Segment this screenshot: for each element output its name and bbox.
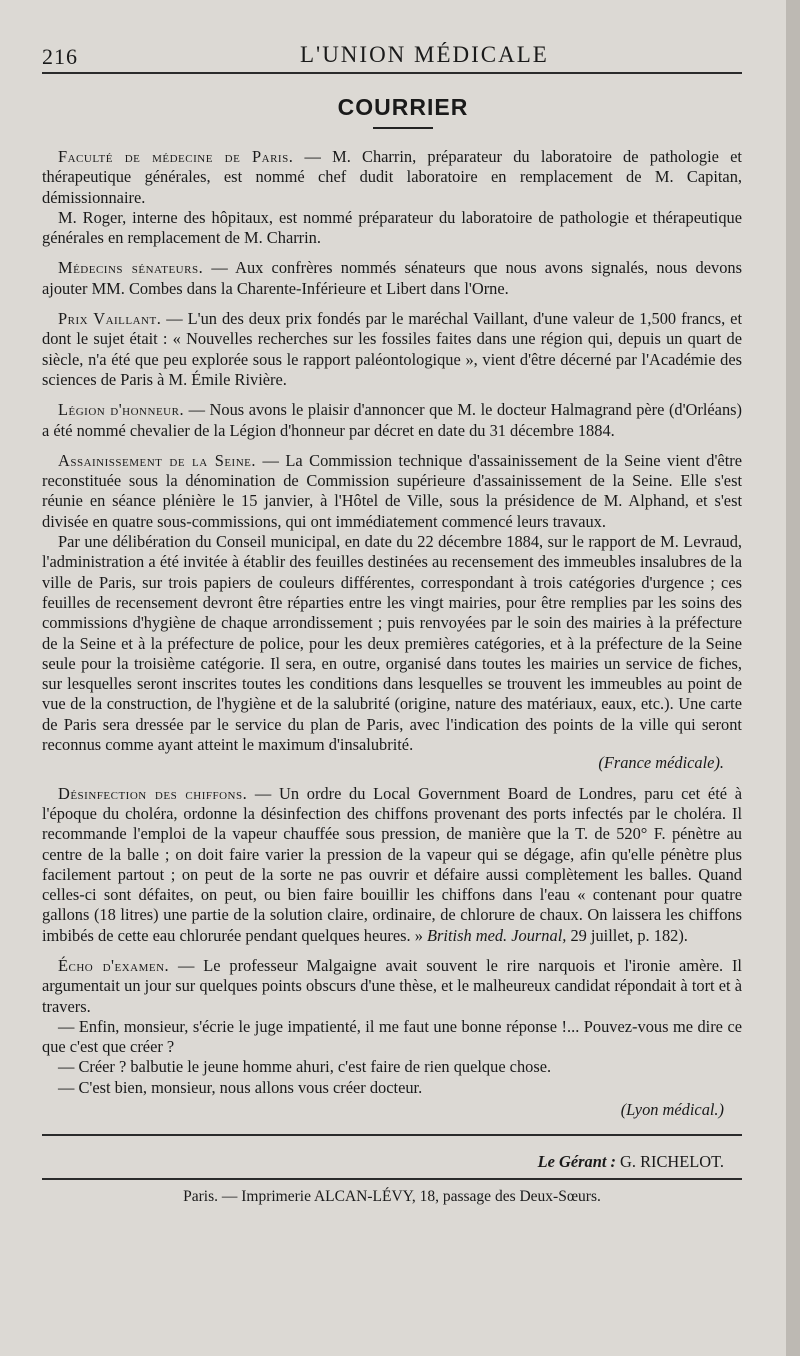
paragraph-text: — La Commission technique d'assainissement de la Seine vient d'être reconstituée sous la dénomination de Commission supérieure d'assainissement de la Seine. Elle s'est réunie en séance plénière le 15 janvier, à l'Hôtel de Ville, sous la présidence de M. Alphand, et s'est divisée en quatre sous-commissions, qui ont immédiatement commencé leurs travaux. bbox=[42, 450, 742, 531]
dialogue-line: — C'est bien, monsieur, nous allons vous créer docteur. bbox=[58, 1077, 423, 1097]
paragraph-text: — Un ordre du Local Government Board de Londres, paru cet été à l'époque du choléra, ordonne la désinfection des chiffons provenant des ports infectés par le choléra. Il recommande l'emploi de la vapeur chauffée sous pression, de manière que la T. de 520° F. pénètre au centre de la balle ; on doit faire varier la pression de la vapeur qui se dégage, afin qu'elle pénètre plus facilement partout ; on peut de la sorte ne pas ouvrir et défaire aussi complètement les balles. Quand celles-ci sont défaites, on peut, ou bien faire bouillir les chiffons dans l'eau « contenant pour quatre gallons (18 litres) une partie de la solution claire, ordinaire, de chlorure de chaux. On laissera les chiffons imbibés de cette eau chlorurée pendant quelques heures. » bbox=[42, 783, 742, 945]
paragraph-desinfection bbox=[42, 784, 742, 946]
paragraph-text: — Nous avons le plaisir d'annoncer que M. le docteur Halmagrand père (d'Orléans) a été nommé chevalier de la Légion d'honneur par décret en date du 31 décembre 1884. bbox=[42, 400, 742, 440]
paragraph-prix-vaillant bbox=[42, 309, 742, 390]
paragraph-lead: Désinfection des chiffons. bbox=[58, 783, 248, 803]
running-title: L'UNION MÉDICALE bbox=[300, 42, 549, 67]
journal-citation: British med. Journal, bbox=[427, 925, 567, 945]
paragraph-lead: Faculté de médecine de Paris. bbox=[58, 147, 294, 166]
footer-rule-lower bbox=[42, 1178, 742, 1180]
paragraph-conseil-municipal bbox=[42, 532, 742, 755]
paragraph-lead: Légion d'honneur. bbox=[58, 400, 185, 420]
footer-rule bbox=[42, 1134, 742, 1136]
paragraph-echo-examen bbox=[42, 956, 742, 1017]
source-citation: (Lyon médical.) bbox=[620, 1100, 724, 1120]
paragraph-lead: Médecins sénateurs. bbox=[58, 258, 204, 278]
paragraph-roger bbox=[42, 208, 742, 249]
paragraph-text: M. Roger, interne des hôpitaux, est nommé préparateur du laboratoire de pathologie et thérapeutique générales en remplacement de M. Charrin. bbox=[42, 207, 742, 248]
paragraph-lead: Écho d'examen. bbox=[58, 955, 170, 975]
paragraph-lead: Assainissement de la Seine. bbox=[58, 450, 256, 470]
paragraph-legion-honneur bbox=[42, 400, 742, 441]
paragraph-text: Par une délibération du Conseil municipal, en date du 22 décembre 1884, sur le rapport de M. Levraud, l'administration a été invitée à établir des feuilles destinées au recensement des immeubles insalubres de la ville de Paris, sur trois papiers de couleurs différentes, correspondant à trois catégories d'urgence ; ces feuilles de recensement devront être réparties entre les vingt mairies, pour être remplies par les soins des commissions d'hygiène de chaque arrondissement ; puis renvoyées par le soin des mairies à la préfecture de la Seine et à la préfecture de police, pour les deux premières catégories, et à la préfecture de la Seine seule pour la troisième catégorie. Il sera, en outre, organisé dans toutes les mairies un service de fiches, sur lesquelles seront inscrites toutes les conditions dans lesquelles se trouvent les immeubles au point de vue de la construction, de l'hygiène et de la salubrité (origine, nature des matériaux, eaux, etc.). Une carte de Paris sera dressée par le service du plan de Paris, avec l'indication des points de la ville qui seront reconnus comme ayant atteint le maximum d'insalubrité. bbox=[42, 532, 742, 755]
section-title: COURRIER bbox=[337, 94, 469, 120]
citation-tail: 29 juillet, p. 182). bbox=[566, 925, 688, 945]
article-body bbox=[42, 147, 742, 1120]
source-citation: (France médicale). bbox=[598, 753, 724, 773]
paragraph-assainissement bbox=[42, 451, 742, 532]
paragraph-text: — M. Charrin, préparateur du laboratoire de pathologie et thérapeutique générales, est nommé chef dudit laboratoire en remplacement de M. Capitan, démissionnaire. bbox=[42, 147, 742, 207]
paragraph-lead: Prix Vaillant. bbox=[58, 309, 162, 329]
page-header bbox=[42, 36, 756, 70]
paragraph-senateurs bbox=[42, 258, 742, 299]
paragraph-text: — Aux confrères nommés sénateurs que nous avons signalés, nous devons ajouter MM. Combes dans la Charente-Inférieure et Libert dans l'Orne. bbox=[42, 258, 742, 298]
page-number: 216 bbox=[42, 44, 78, 69]
gerant-line bbox=[42, 1152, 742, 1172]
gerant-label: Le Gérant : bbox=[537, 1152, 616, 1172]
header-rule bbox=[42, 72, 742, 74]
title-rule bbox=[373, 127, 433, 129]
paragraph-text: — Le professeur Malgaigne avait souvent le rire narquois et l'ironie amère. Il argumentait un jour sur quelques points obscurs d'une thèse, et le malheureux candidat répondait à tort et à travers. bbox=[42, 955, 742, 1016]
gerant-name: G. RICHELOT. bbox=[615, 1152, 724, 1172]
paragraph-faculte bbox=[42, 147, 742, 208]
paragraph-text: — L'un des deux prix fondés par le maréchal Vaillant, d'une valeur de 1,500 francs, et dont le sujet était : « Nouvelles recherches sur les fossiles faites dans une région qui, depuis un quart de siècle, n'a été que peu explorée sous le rapport paléontologique », vient d'être décerné par l'Académie des sciences de Paris à M. Émile Rivière. bbox=[42, 309, 743, 389]
dialogue-line: — Enfin, monsieur, s'écrie le juge impatienté, il me faut une bonne réponse !... Pouvez-vous me dire ce que c'est que créer ? bbox=[42, 1016, 742, 1057]
printer-imprint: Paris. — Imprimerie ALCAN-LÉVY, 18, passage des Deux-Sœurs. bbox=[183, 1188, 601, 1206]
dialogue-line: — Créer ? balbutie le jeune homme ahuri, c'est faire de rien quelque chose. bbox=[58, 1057, 552, 1077]
page-edge bbox=[786, 0, 800, 1356]
